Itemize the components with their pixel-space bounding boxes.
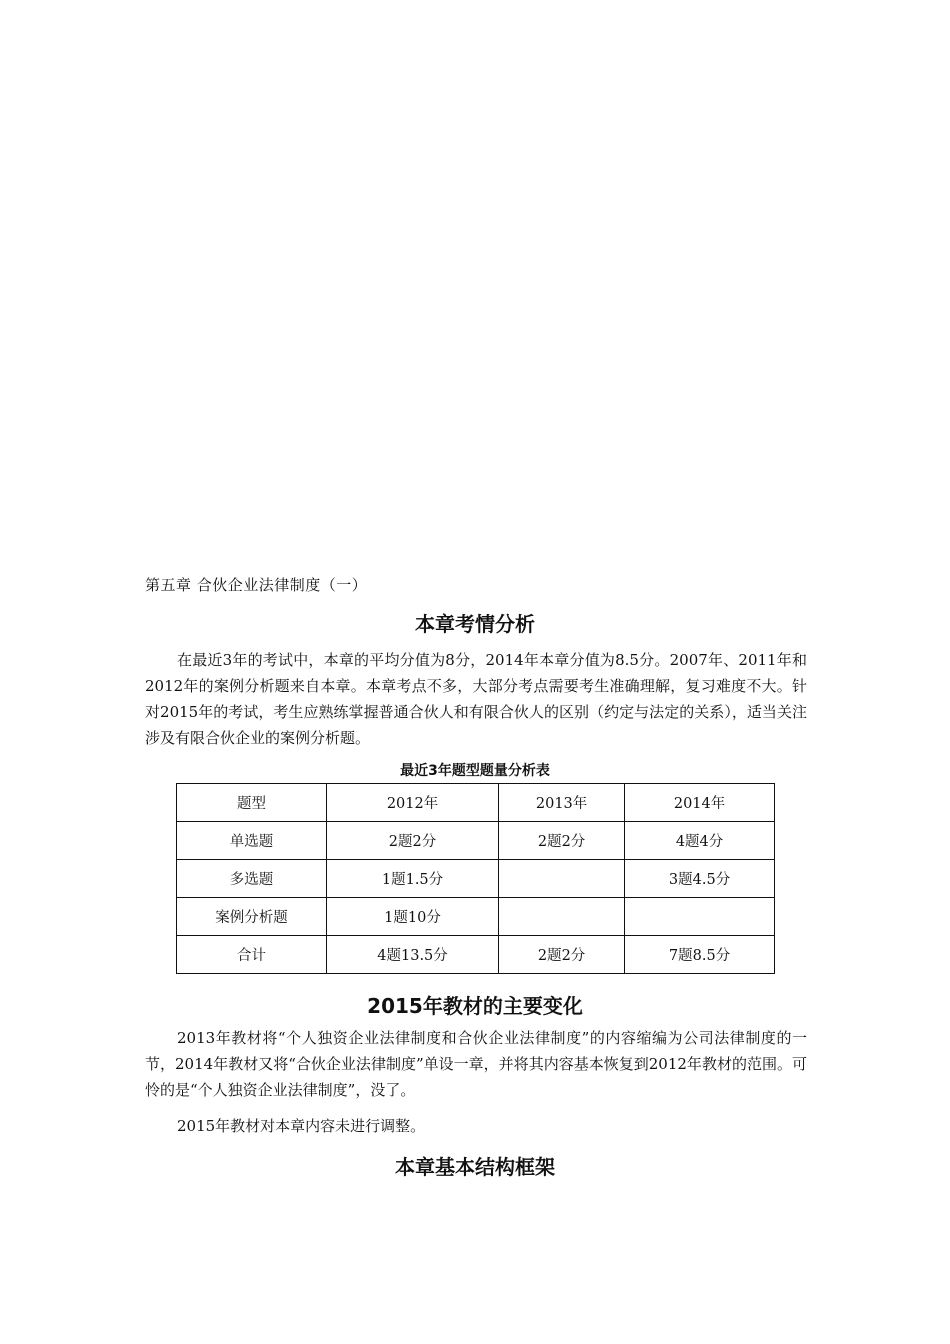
table-cell: 案例分析题 [177,898,327,936]
table-cell: 2题2分 [499,822,625,860]
table-cell: 1题1.5分 [327,860,499,898]
table-row [177,936,775,974]
table-cell: 4题13.5分 [327,936,499,974]
table-title: 最近3年题型题量分析表 [400,763,550,779]
chapter-label: 第五章 合伙企业法律制度（一） [145,576,368,594]
table-row [177,898,775,936]
table-header-cell: 2012年 [327,784,499,822]
question-analysis-table [176,783,775,974]
textbook-changes-paragraph: 2013年教材将“个人独资企业法律制度和合伙企业法律制度”的内容缩编为公司法律制度的一节，2014年教材又将“合伙企业法律制度”单设一章，并将其内容基本恢复到2012年教材的范围。可怜的是“个人独资企业法律制度”，没了。 [145,1029,807,1099]
exam-analysis-paragraph: 在最近3年的考试中，本章的平均分值为8分，2014年本章分值为8.5分。2007年、2011年和2012年的案例分析题来自本章。本章考点不多，大部分考点需要考生准确理解，复习难度不大。针对2015年的考试，考生应熟练掌握普通合伙人和有限合伙人的区别（约定与法定的关系），适当关注涉及有限合伙企业的案例分析题。 [145,651,807,747]
table-cell: 3题4.5分 [625,860,775,898]
table-header-cell: 题型 [177,784,327,822]
section-title-structure-framework: 本章基本结构框架 [395,1155,555,1179]
section-title-textbook-changes: 2015年教材的主要变化 [367,994,583,1018]
table-row [177,860,775,898]
table-cell: 多选题 [177,860,327,898]
textbook-adjustment-paragraph: 2015年教材对本章内容未进行调整。 [177,1117,426,1135]
table-header-cell: 2014年 [625,784,775,822]
table-cell [499,898,625,936]
table-header-row [177,784,775,822]
table-cell: 2题2分 [327,822,499,860]
table-row [177,822,775,860]
section-title-exam-analysis: 本章考情分析 [415,612,535,636]
table-cell: 1题10分 [327,898,499,936]
table-cell: 2题2分 [499,936,625,974]
table-cell: 4题4分 [625,822,775,860]
table-cell: 单选题 [177,822,327,860]
table-cell [625,898,775,936]
table-cell [499,860,625,898]
table-cell: 7题8.5分 [625,936,775,974]
table-header-cell: 2013年 [499,784,625,822]
table-cell: 合计 [177,936,327,974]
